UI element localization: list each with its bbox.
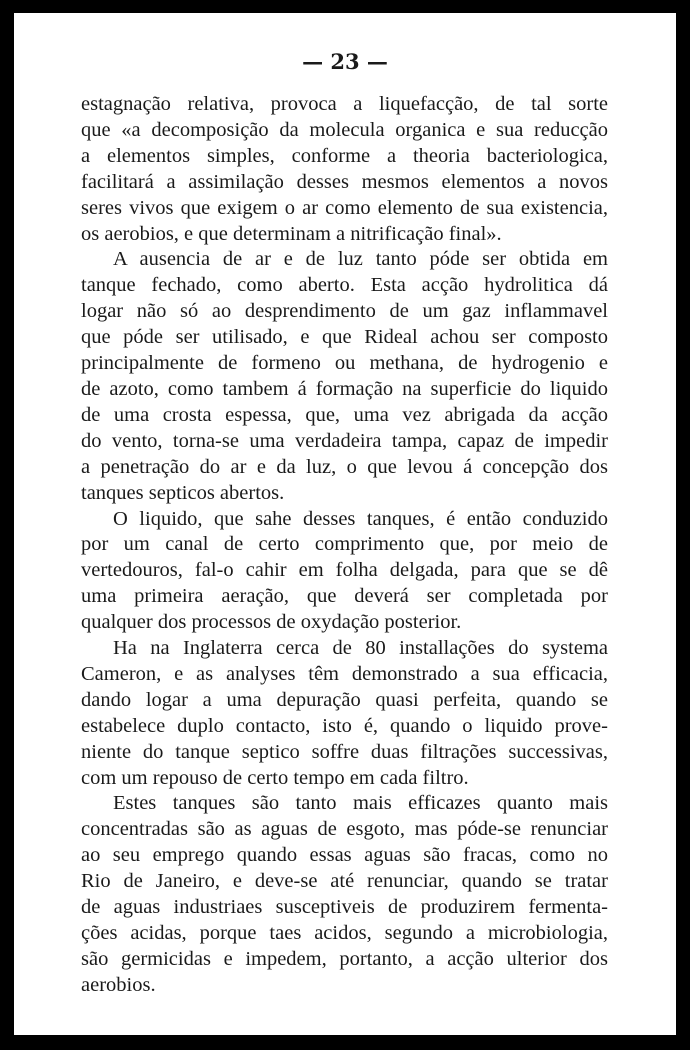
paragraph bbox=[81, 507, 608, 637]
text-line: que «a decomposição da molecula organica e sua reducção bbox=[81, 118, 608, 141]
text-line: O liquido, que sahe desses tanques, é então conduzido bbox=[113, 507, 608, 530]
text-line: de uma crosta espessa, que, uma vez abrigada da acção bbox=[81, 403, 608, 426]
text-line: a elementos simples, conforme a theoria bacteriologica, bbox=[81, 144, 608, 167]
text-line: concentradas são as aguas de esgoto, mas póde-se renunciar bbox=[81, 818, 608, 841]
text-line: logar não só ao desprendimento de um gaz inflammavel bbox=[81, 300, 608, 323]
text-line: estagnação relativa, provoca a liquefacção, de tal sorte bbox=[81, 93, 608, 115]
body-text bbox=[81, 92, 608, 999]
page-number: — 23 — bbox=[302, 49, 388, 74]
text-line: a penetração do ar e da luz, o que levou á concepção dos bbox=[81, 455, 608, 478]
text-line: facilitará a assimilação desses mesmos elementos a novos bbox=[81, 170, 608, 193]
paragraph bbox=[81, 247, 608, 506]
text-line: de aguas industriaes susceptiveis de produzirem fermenta- bbox=[81, 896, 608, 919]
text-line: tanque fechado, como aberto. Esta acção hydrolitica dá bbox=[81, 274, 608, 297]
text-line: Ha na Inglaterra cerca de 80 installações do systema bbox=[113, 637, 608, 660]
text-line: de azoto, como tambem á formação na superficie do liquido bbox=[81, 377, 608, 400]
paragraph bbox=[81, 636, 608, 791]
text-line: seres vivos que exigem o ar como elemento de sua existencia, bbox=[81, 196, 608, 219]
paragraph bbox=[81, 92, 608, 247]
text-line: estabelece duplo contacto, isto é, quando o liquido prove- bbox=[81, 714, 608, 737]
book-page bbox=[14, 13, 676, 1035]
text-line: do vento, torna-se uma verdadeira tampa, capaz de impedir bbox=[81, 429, 608, 452]
text-line: dando logar a uma depuração quasi perfeita, quando se bbox=[81, 688, 608, 711]
text-line: vertedouros, fal-o cahir em folha delgada, para que se dê bbox=[81, 559, 608, 582]
text-line: os aerobios, e que determinam a nitrificação final». bbox=[81, 222, 502, 245]
text-line: com um repouso de certo tempo em cada filtro. bbox=[81, 766, 469, 789]
text-line: uma primeira aeração, que deverá ser completada por bbox=[81, 585, 608, 608]
text-line: principalmente de formeno ou methana, de hydrogenio e bbox=[81, 352, 608, 375]
text-line: ções acidas, porque taes acidos, segundo a microbiologia, bbox=[81, 922, 608, 944]
text-line: são germicidas e impedem, portanto, a acção ulterior dos bbox=[81, 947, 608, 970]
text-line: ao seu emprego quando essas aguas são fracas, como no bbox=[81, 844, 608, 867]
text-line: qualquer dos processos de oxydação posterior. bbox=[81, 611, 462, 634]
text-line: aerobios. bbox=[81, 973, 156, 996]
text-line: que póde ser utilisado, e que Rideal achou ser composto bbox=[81, 326, 608, 349]
text-line: Rio de Janeiro, e deve-se até renunciar, quando se tratar bbox=[81, 870, 608, 893]
text-line: A ausencia de ar e de luz tanto póde ser obtida em bbox=[113, 248, 608, 271]
text-line: niente do tanque septico soffre duas filtrações successivas, bbox=[81, 740, 608, 763]
text-line: por um canal de certo comprimento que, por meio de bbox=[81, 533, 608, 556]
paragraph bbox=[81, 791, 608, 998]
text-line: tanques septicos abertos. bbox=[81, 481, 285, 504]
text-line: Cameron, e as analyses têm demonstrado a sua efficacia, bbox=[81, 662, 608, 685]
text-line: Estes tanques são tanto mais efficazes quanto mais bbox=[113, 792, 608, 815]
